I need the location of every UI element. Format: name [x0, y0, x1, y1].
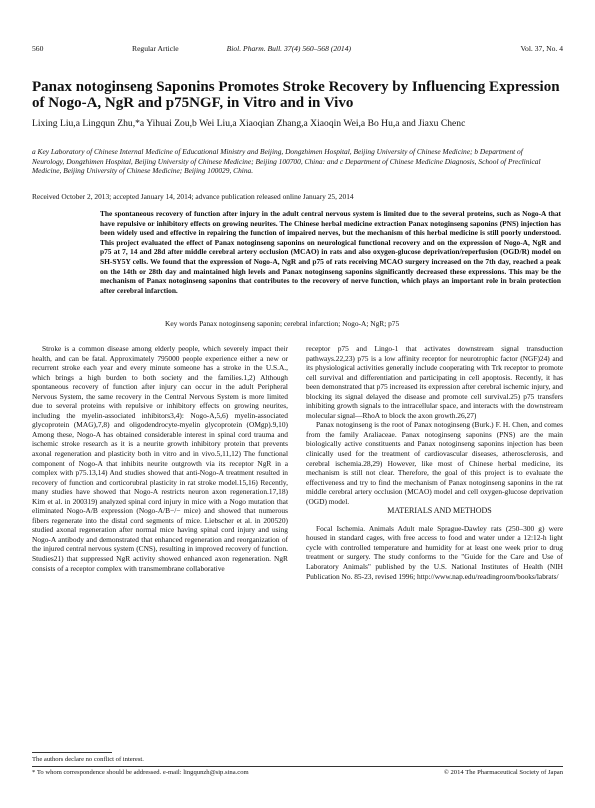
article-title: Panax notoginseng Saponins Promotes Stroke Recovery by Influencing Expression of Nogo-A, NgR and p75NGF, in Vitro and in Vivo [32, 79, 560, 111]
section-heading: MATERIALS AND METHODS [387, 506, 492, 516]
footnote-divider [32, 752, 112, 753]
intro-paragraph: Stroke is a common disease among elderly people, which severely impact their health, and can be fatal. Approximately 795000 people experience either a new or recurrent stroke each year and every minute someone has a stroke in the U.S.A., which brings a high burden to both society and the families.1,2) Although spontaneous recovery of function after injury can occur in the adult Peripheral Nervous System, the same recovery in the Central Nervous System is more limited due to several proteins with repulsive or inhibitory effects on growing neurites, including the myelin-associated inhibitors3,4): Nogo-A,5,6) myelin-associated glycoprotein (MAG),7,8) and oligodendrocyte-myelin glycoprotein (OMgp).9,10) Among these, Nogo-A has obtained considerable interest in spinal cord trauma and ischemic stroke research as it is a neurite growth inhibitory protein that prevents axonal regeneration and plasticity both in vitro and in vivo.5,11,12) The functional component of Nogo-A that inhibits neurite outgrowth via its receptor NgR in a complex with p75.13,14) And studies showed that anti-Nogo-A treatment resulted in recovery of function and corticorubral plasticity in rat stroke model.15,16) Recently, many studies have showed that Nogo-A restricts neuron axon regeneration.17,18) Kim et al. in 200319) analyzed spinal cord injury in mice with a Nogo mutation that eliminated Nogo-A/B expression (Nogo-A/B−/− mice) and showed that numerous fibers regenerate into the distal cord segments of mice. Liebscher et al. in 200520) studied axonal regeneration after normal mice having spinal cord injury and using Nogo-A antibody and demonstrated that enhanced regeneration and reorganization of the injured central nervous system (CNS), resulting in improved recovery of function. Studies21) that suppressed NgR activity showed enhanced axon regeneration. NgR consists of a receptor complex with transmembrane collaborative [32, 344, 288, 573]
affiliations [32, 147, 555, 176]
page-number: 560 [32, 44, 44, 53]
conflict-statement: The authors declare no conflict of interest. [32, 756, 144, 763]
left-column [32, 344, 288, 573]
copyright: © 2014 The Pharmaceutical Society of Japan [443, 769, 563, 776]
abstract: The spontaneous recovery of function after injury in the adult central nervous system is limited due to the several proteins, such as Nogo-A that have repulsive or inhibitory effects on growing neurites. The Chinese herbal medicine extraction Panax notoginseng saponins (PNS) injection has been widely used and effective in repairing the function of impaired nerves, but the mechanism of this herbal medicine is still poorly understood. This project evaluated the effect of Panax notoginseng saponins on neurological functional recovery and on the expression of Nogo-A, NgR and p75 at 7, 14 and 28d after middle cerebral artery occlusion (MCAO) in rats and also oxygen-glucose deprivation/reperfusion (OGD/R) model on SH-SY5Y cells. We found that the expression of Nogo-A, NgR and p75 of rats receiving MCAO surgery increased on the 7th day, reached a peak on the 14th or 28th day and maintained high levels and Panax notoginseng saponins significantly decreased these expressions. This may be the mechanism of Panax notoginseng saponins that contributes to the recovery of nerve function, which plays an important role in brain protection after cerebral infarction. [100, 209, 561, 295]
keywords: Key words Panax notoginseng saponin; cerebral infarction; Nogo-A; NgR; p75 [165, 319, 400, 328]
methods-paragraph: Focal Ischemia. Animals Adult male Sprague-Dawley rats (250–300 g) were housed in standard cages, with free access to food and water under a 12:12-h light cycle with controlled temperature and humidity for at least one week prior to drug treatment or surgery. The study conforms to the "Guide for the Care and Use of Laboratory Animals" published by the U.S. National Institutes of Health (NIH Publication No. 85-23, revised 1996; http://www.nap.edu/readingroom/books/labrats/ [306, 523, 563, 581]
running-header [32, 44, 563, 53]
article-type: Regular Article [132, 44, 179, 53]
affiliation-text: a Key Laboratory of Chinese Internal Medicine of Educational Ministry and Beijing, Dongzhimen Hospital, Beijing University of Chinese Medicine; b Department of Neurology, Dongzhimen Hospital, Beijing University of Chinese Medicine; Beijing 100700, China: and c Department of Chinese Medicine Diagnosis, School of Preclinical Medicine, Beijing University of Chinese Medicine; Beijing 100029, China. [32, 147, 541, 176]
volume-issue: Vol. 37, No. 4 [520, 44, 563, 53]
received-dates: Received October 2, 2013; accepted January 14, 2014; advance publication released online January 25, 2014 [32, 192, 354, 201]
right-column [306, 344, 563, 581]
footer [32, 769, 563, 776]
correspondence-note: * To whom correspondence should be addressed. e-mail: lingqunzh@sip.sina.com [32, 769, 249, 776]
pns-paragraph: Panax notoginseng is the root of Panax notoginseng (Burk.) F. H. Chen, and comes from the family Araliaceae. Panax notoginseng saponins (PNS) are the main biologically active constituents and Panax notoginseng saponins injection has been clinically used for the treatment of cardiovascular diseases, atherosclerosis, and cerebral ischemia.28,29) However, like most of Chinese herbal medicine, its mechanism is still not clear. Therefore, the goal of this project is to evaluate the effectiveness and try to find the mechanism of Panax notoginseng saponins in the rat middle cerebral artery occlusion (MCAO) model and cell oxygen-glucose deprivation (OGD) model. [306, 420, 563, 506]
footer-divider [32, 766, 563, 767]
journal-citation: Biol. Pharm. Bull. 37(4) 560–568 (2014) [226, 44, 352, 53]
author-list: Lixing Liu,a Lingqun Zhu,*a Yihuai Zou,b Wei Liu,a Xiaoqian Zhang,a Xiaoqin Wei,a Bo Hu,a and Jiaxu Chenc [32, 118, 466, 129]
intro-paragraph-continued: receptor p75 and Lingo-1 that activates downstream signal transduction pathways.22,23) p75 is a low affinity receptor for neurotrophic factor (NGF)24) and its physiological activities generally include cooperating with Trk receptor to promote cell survival and differentiation and participating in cell apoptosis. Recently, it has been demonstrated that p75 increased its expression after cerebral ischemic injury, and blocking its signal delayed the disease and promote cell survival.25) p75 transfers inhibiting growth signals to the intracellular space, and interacts with the downstream molecular signal—RhoA to block the axon growth.26,27) [306, 344, 563, 420]
